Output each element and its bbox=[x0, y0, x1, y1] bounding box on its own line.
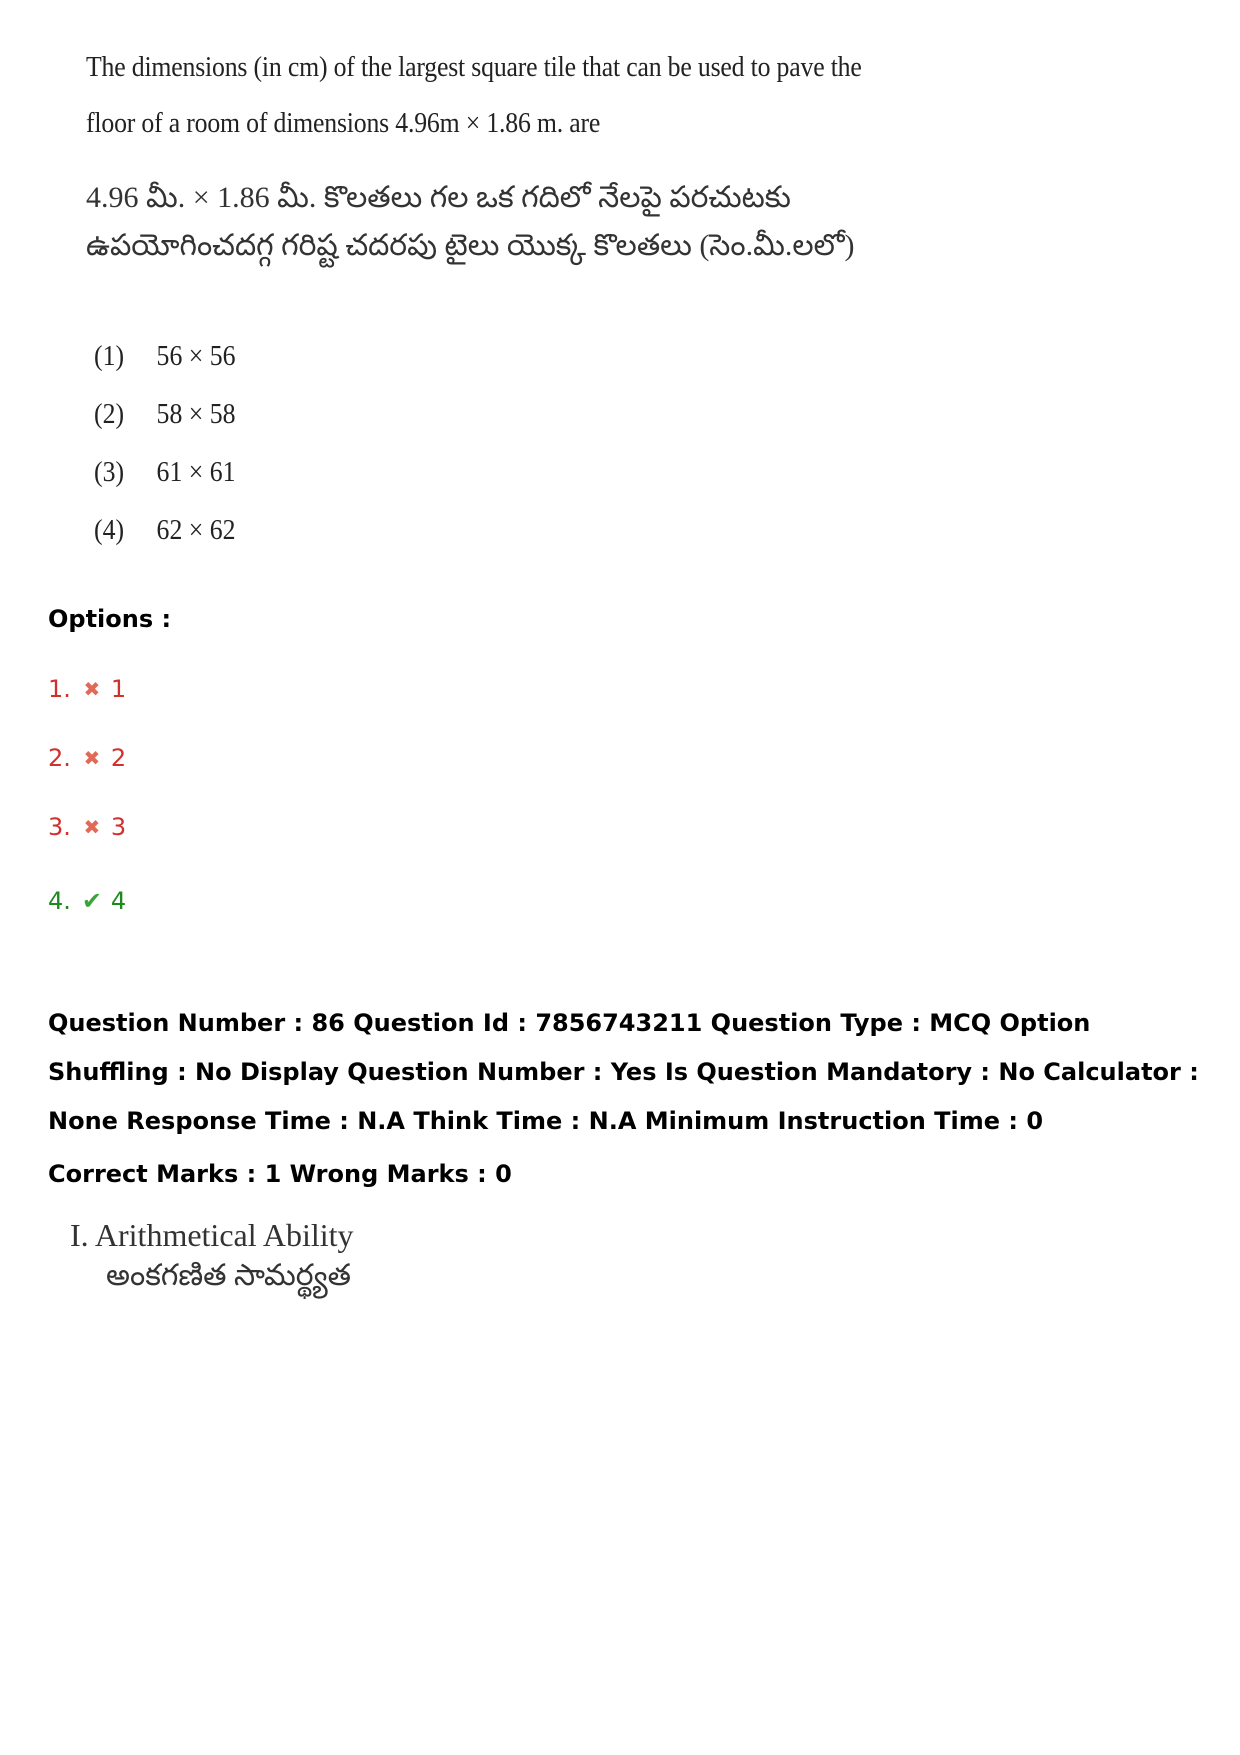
cross-icon: ✖ bbox=[83, 677, 101, 701]
choice-text: 62 × 62 bbox=[156, 515, 236, 546]
section-heading-image bbox=[70, 1215, 354, 1297]
choice-list bbox=[94, 328, 906, 560]
option-4 bbox=[48, 885, 126, 917]
option-number: 4. bbox=[48, 887, 71, 915]
choice-text: 58 × 58 bbox=[156, 399, 236, 430]
option-label: 1 bbox=[110, 675, 127, 703]
choice-item bbox=[94, 328, 841, 386]
option-1 bbox=[48, 673, 126, 705]
options-heading: Options : bbox=[48, 605, 172, 633]
choice-item bbox=[94, 502, 841, 560]
option-label: 4 bbox=[110, 887, 127, 915]
checkmark-icon: ✔ bbox=[81, 887, 102, 915]
option-number: 3. bbox=[48, 813, 71, 841]
choice-number: (2) bbox=[94, 399, 125, 430]
choice-number: (4) bbox=[94, 515, 125, 546]
option-label: 3 bbox=[110, 813, 127, 841]
choice-text: 56 × 56 bbox=[156, 341, 236, 372]
option-number: 1. bbox=[48, 675, 71, 703]
choice-item bbox=[94, 444, 841, 502]
choice-number: (3) bbox=[94, 457, 125, 488]
question-metadata: Question Number : 86 Question Id : 7856743211 Question Type : MCQ Option Shuffling : No Display Question Number : Yes Is Question Mandatory : No Calculator : None Response Time : N.A Think Time : N.A Minimum Instruction Time : 0 bbox=[48, 1009, 1199, 1135]
option-2 bbox=[48, 742, 126, 774]
question-text-english: The dimensions (in cm) of the largest square tile that can be used to pave the floor of a room of dimensions 4.96m × 1.86 m. are bbox=[86, 52, 862, 139]
option-number: 2. bbox=[48, 744, 71, 772]
question-text-telugu: 4.96 మీ. × 1.86 మీ. కొలతలు గల ఒక గదిలో నేలపై పరచుటకు ఉపయోగించదగ్గ గరిష్ట చదరపు టైలు యొక్క కొలతలు (సెం.మీ.లలో) bbox=[86, 181, 855, 262]
cross-icon: ✖ bbox=[83, 746, 101, 770]
marks-info: Correct Marks : 1 Wrong Marks : 0 bbox=[48, 1160, 512, 1188]
section-title-english: I. Arithmetical Ability bbox=[70, 1217, 354, 1253]
choice-number: (1) bbox=[94, 341, 125, 372]
question-image bbox=[86, 40, 906, 560]
cross-icon: ✖ bbox=[83, 815, 101, 839]
option-label: 2 bbox=[110, 744, 127, 772]
option-3 bbox=[48, 811, 126, 843]
choice-item bbox=[94, 386, 841, 444]
choice-text: 61 × 61 bbox=[156, 457, 236, 488]
section-title-telugu: అంకగణిత సామర్థ్యత bbox=[106, 1259, 351, 1292]
